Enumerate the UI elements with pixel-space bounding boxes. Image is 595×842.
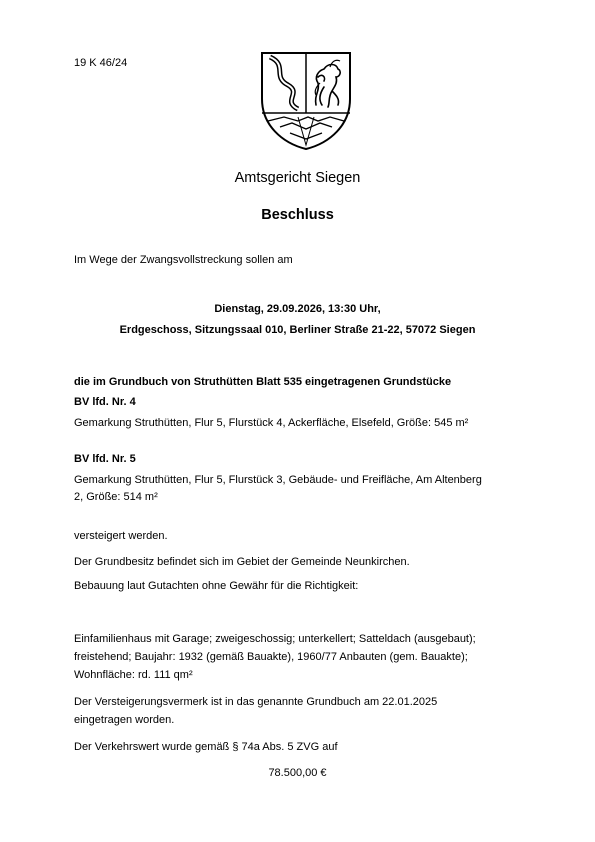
verkehrswert-text: Der Verkehrswert wurde gemäß § 74a Abs. 5 ZVG auf (74, 741, 338, 753)
parcel-title: BV lfd. Nr. 5 (74, 453, 136, 465)
parcel-title: BV lfd. Nr. 4 (74, 396, 136, 408)
nrw-coat-of-arms-icon (258, 47, 354, 151)
bebauung-text: freistehend; Baujahr: 1932 (gemäß Bauakte), 1960/77 Anbauten (gem. Bauakte); (74, 651, 468, 663)
bebauung-heading: Bebauung laut Gutachten ohne Gewähr für die Richtigkeit: (74, 580, 359, 592)
vermerk-text: eingetragen worden. (74, 714, 175, 726)
parcel-description: 2, Größe: 514 m² (74, 491, 158, 503)
bebauung-text: Wohnfläche: rd. 111 qm² (74, 669, 193, 681)
bebauung-text: Einfamilienhaus mit Garage; zweigeschossig; unterkellert; Satteldach (ausgebaut); (74, 633, 476, 645)
verkehrswert-amount: 78.500,00 € (268, 767, 327, 779)
versteigert-text: versteigert werden. (74, 530, 168, 542)
date-line: Dienstag, 29.09.2026, 13:30 Uhr, (214, 303, 381, 315)
document-type: Beschluss (261, 207, 334, 223)
gemeinde-text: Der Grundbesitz befindet sich im Gebiet der Gemeinde Neunkirchen. (74, 556, 410, 568)
court-name: Amtsgericht Siegen (234, 170, 361, 186)
parcel-description: Gemarkung Struthütten, Flur 5, Flurstück 4, Ackerfläche, Elsefeld, Größe: 545 m² (74, 417, 469, 429)
location-line: Erdgeschoss, Sitzungssaal 010, Berliner Straße 21-22, 57072 Siegen (119, 324, 476, 336)
parcel-description: Gemarkung Struthütten, Flur 5, Flurstück 3, Gebäude- und Freifläche, Am Altenberg (74, 474, 482, 486)
grundbuch-line: die im Grundbuch von Struthütten Blatt 535 eingetragenen Grundstücke (74, 376, 452, 388)
vermerk-text: Der Versteigerungsvermerk ist in das genannte Grundbuch am 22.01.2025 (74, 696, 438, 708)
case-number: 19 K 46/24 (74, 57, 128, 69)
intro-text: Im Wege der Zwangsvollstreckung sollen am (74, 254, 293, 266)
